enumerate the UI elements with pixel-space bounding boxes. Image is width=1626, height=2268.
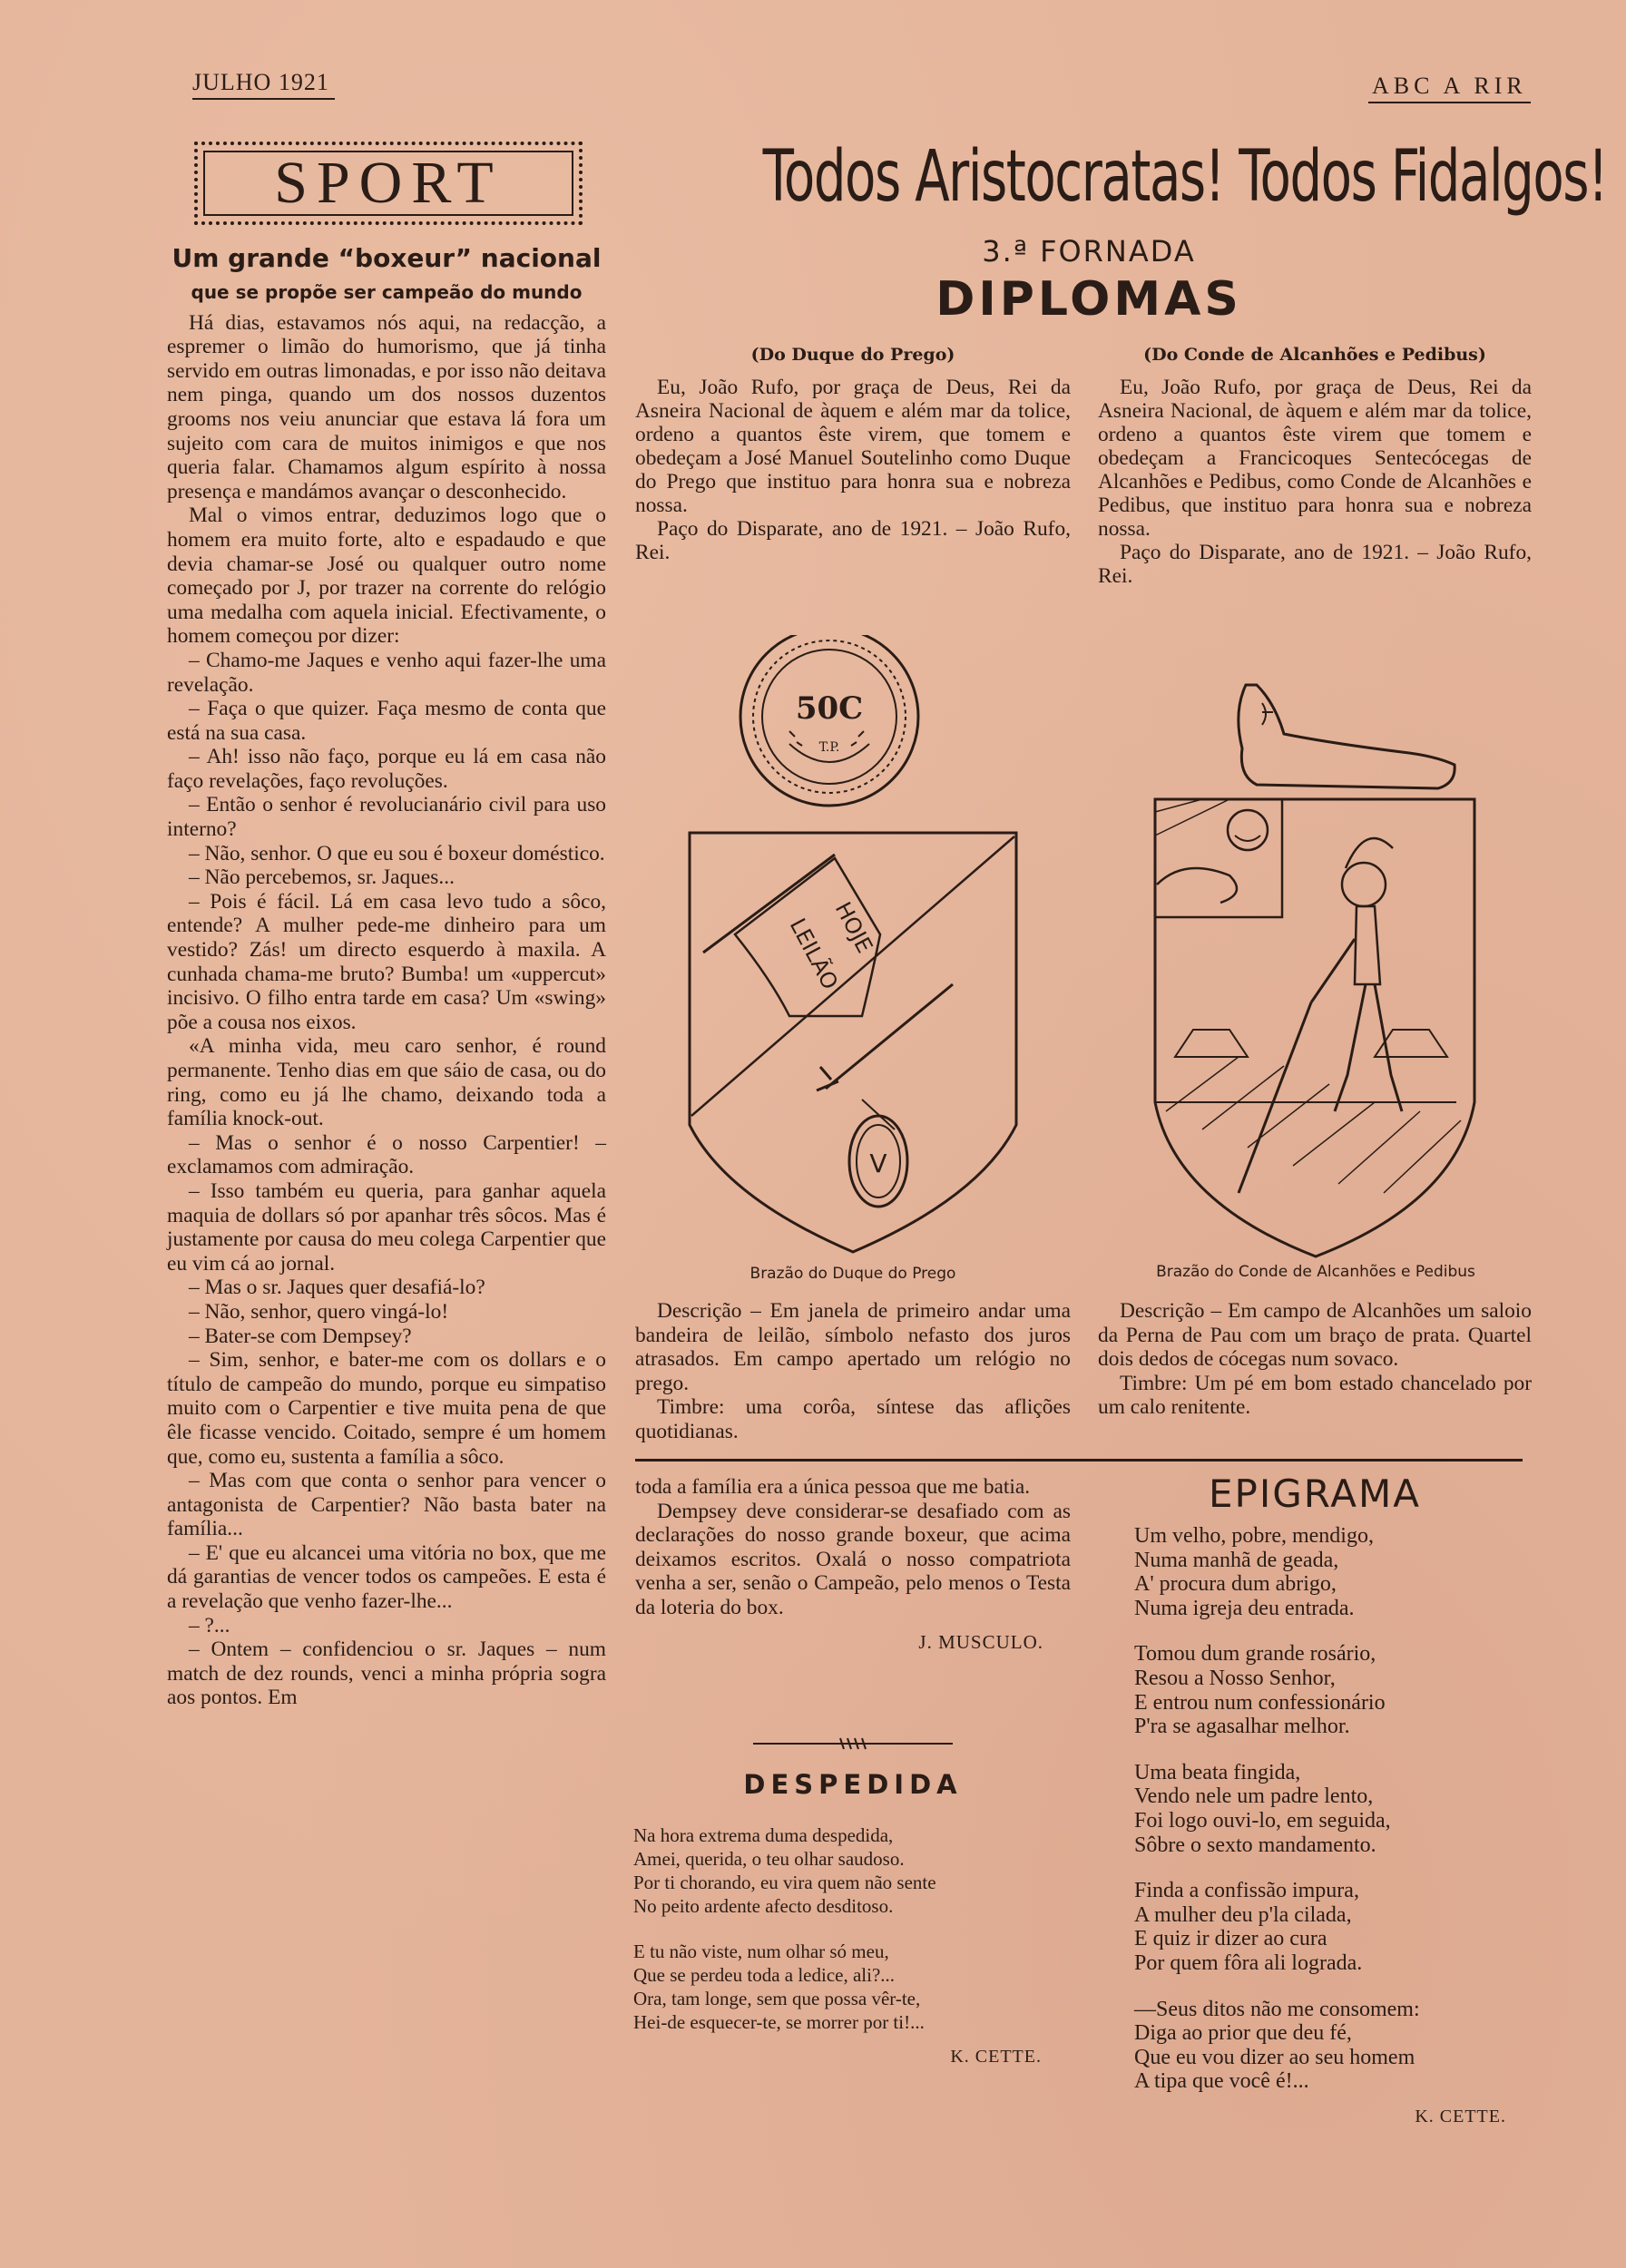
poem-line: A tipa que você é!...	[1134, 2069, 1309, 2094]
poem-line: Finda a confissão impura,	[1134, 1879, 1359, 1903]
article-signature: J. MUSCULO.	[918, 1631, 1043, 1653]
fornada-label: 3.ª FORNADA	[982, 234, 1196, 269]
poem-line: Numa manhã de geada,	[1134, 1548, 1339, 1572]
walking-stick	[1239, 1002, 1311, 1193]
tickling-hand	[1157, 868, 1237, 903]
silver-arm	[1311, 939, 1355, 1002]
diploma-conde-alcanhoes	[1098, 343, 1532, 588]
poem-line: Uma beata fingida,	[1134, 1760, 1301, 1784]
article-paragraph: – Faça o que quizer. Faça mesmo de conta que está na sua casa.	[167, 697, 606, 745]
poem-line: Tomou dum grande rosário,	[1134, 1642, 1376, 1667]
publication-name: ABC A RIR	[1368, 73, 1531, 103]
saloio-head	[1342, 863, 1386, 906]
arms-description: Descrição – Em campo de Alcanhões um saloio da Perna de Pau com um braço de prata. Quartel dois dedos de cócegas num sovaco.	[1098, 1299, 1532, 1371]
poem-line: E quiz ir dizer ao cura	[1134, 1927, 1327, 1951]
poem-line: Por ti chorando, eu vira quem não sente	[633, 1872, 936, 1893]
article-paragraph: – ?...	[189, 1613, 230, 1637]
diplomas-title: DIPLOMAS	[935, 272, 1242, 327]
diploma-duque-do-prego	[635, 343, 1071, 564]
poem-line: No peito ardente afecto desditoso.	[633, 1895, 894, 1917]
sport-subheadline: que se propõe ser campeão do mundo	[191, 280, 583, 303]
diploma-closing: Paço do Disparate, ano de 1921. – João Rufo, Rei.	[1098, 541, 1532, 588]
foot-crest	[1239, 685, 1455, 788]
arms-description-right	[1098, 1299, 1532, 1420]
article-paragraph: – Chamo-me Jaques e venho aqui fazer-lhe uma revelação.	[167, 648, 606, 697]
poem-line: E tu não viste, num olhar só meu,	[633, 1941, 889, 1962]
sword-blade	[826, 984, 953, 1089]
epigrama-poem	[1134, 1524, 1533, 2128]
sport-section-title-box	[194, 142, 583, 225]
arms-description: Descrição – Em janela de primeiro andar uma bandeira de leilão, símbolo nefasto dos juros atrasados. Em campo apertado um relógio no prego.	[635, 1299, 1071, 1395]
arms-timbre: Timbre: uma corôa, síntese das aflições quotidianas.	[635, 1395, 1071, 1443]
coat-of-arms-conde-alcanhoes	[1148, 676, 1511, 1266]
saloio-body	[1355, 906, 1380, 984]
wooden-leg	[1335, 984, 1366, 1111]
arms-caption: Brazão do Conde de Alcanhões e Pedibus	[1156, 1263, 1475, 1281]
poem-line: Na hora extrema duma despedida,	[633, 1824, 894, 1846]
despedida-title: DESPEDIDA	[743, 1769, 963, 1800]
poem-signature: K. CETTE.	[950, 2047, 1042, 2067]
sport-headline: Um grande “boxeur” nacional	[171, 243, 602, 273]
poem-line: Ora, tam longe, sem que possa vêr-te,	[633, 1988, 921, 2009]
poem-line: E entrou num confessionário	[1134, 1690, 1386, 1715]
sport-section-title: SPORT	[274, 150, 503, 216]
poem-signature: K. CETTE.	[1415, 2106, 1506, 2126]
sport-article	[167, 243, 606, 1710]
diploma-subtitle: (Do Duque do Prego)	[750, 345, 955, 365]
grinning-face	[1228, 810, 1268, 850]
article-paragraph: – Ah! isso não faço, porque eu lá em casa não faço revelações, faço revoluções.	[167, 745, 606, 793]
watch-letter: V	[869, 1149, 887, 1178]
article-paragraph: Dempsey deve considerar-se desafiado com as declarações do nosso grande boxeur, que acima deixamos escritos. Oxalá o nosso compatriota venha a ser, senão o Campeão, pelo menos o Testa da loteria do box.	[635, 1499, 1071, 1619]
shield-outline	[690, 833, 1016, 1252]
article-paragraph: – Mas o sr. Jaques quer desafiá-lo?	[189, 1276, 485, 1300]
diploma-text: Eu, João Rufo, por graça de Deus, Rei da Asneira Nacional, de àquem e além mar da tolice, ordeno a quantos êste virem que tomem e obedeçam a Francicoques Sentecócegas de Alcanhões e Pedibus, como Conde de Alcanhões e Pedibus, que instituo para honra sua e nobreza nossa.	[1098, 376, 1532, 541]
poem-line: Por quem fôra ali lograda.	[1134, 1950, 1363, 1975]
coat-of-arms-duque-do-prego	[681, 635, 1025, 1261]
poem-line: Foi logo ouvi-lo, em seguida,	[1134, 1808, 1391, 1833]
sport-article-continuation	[635, 1475, 1071, 1655]
poem-line: —Seus ditos não me consomem:	[1134, 1997, 1420, 2021]
epigrama-title: EPIGRAMA	[1209, 1471, 1421, 1516]
article-paragraph: – E' que eu alcancei uma vitória no box, que me dá garantias de vencer todos os campeões. E esta é a revelação que venho fazer-lhe...	[167, 1540, 606, 1614]
article-paragraph: «A minha vida, meu caro senhor, é round permanente. Tenho dias em que sáio de casa, ou do ring, como eu já lhe chamo, deixando toda a família knock-out.	[167, 1034, 606, 1131]
diploma-closing: Paço do Disparate, ano de 1921. – João Rufo, Rei.	[635, 517, 1071, 564]
poem-line: Sôbre o sexto mandamento.	[1134, 1833, 1376, 1857]
shield-diagonal	[691, 836, 1014, 1116]
poem-line: A' procura dum abrigo,	[1134, 1572, 1337, 1597]
ornamental-divider	[753, 1735, 953, 1753]
article-paragraph: Há dias, estavamos nós aqui, na redacção, a espremer o limão do humorismo, que já tinha servido em outras limonadas, e por isso não deitava nem pinga, quando um dos nossos duzentos grooms nos veiu anunciar que estava lá fora um sujeito com cara de muitos inimigos e que nos queria falar. Chamamos algum espírito à nossa presença e mandámos avançar o desconhecido.	[167, 310, 606, 503]
issue-date: JULHO 1921	[192, 69, 335, 100]
article-paragraph: – Ontem – confidenciou o sr. Jaques – num match de dez rounds, venci a minha própria sogra aos pontos. Em	[167, 1637, 606, 1710]
article-paragraph: – Bater-se com Dempsey?	[189, 1324, 412, 1348]
despedida-poem	[633, 1823, 1069, 2068]
article-paragraph: – Mas com que conta o senhor para vencer o antagonista de Carpentier? Não basta bater na família...	[167, 1469, 606, 1541]
section-divider-rule	[635, 1459, 1523, 1461]
diploma-subtitle: (Do Conde de Alcanhões e Pedibus)	[1143, 345, 1486, 365]
flag-text-hoje: HOJE	[829, 897, 878, 958]
poem-line: Vendo nele um padre lento,	[1134, 1784, 1374, 1809]
article-paragraph: – Então o senhor é revolucianário civil para uso interno?	[167, 793, 606, 842]
poem-line: A mulher deu p'la cilada,	[1134, 1902, 1352, 1927]
poem-line: Hei-de esquecer-te, se morrer por ti!...	[633, 2011, 925, 2033]
coin-value: 50C	[795, 690, 864, 727]
coin-subtext: T.P.	[818, 740, 840, 755]
article-paragraph: – Sim, senhor, e bater-me com os dollars e o título de campeão do mundo, porque eu simpatiso muito com o Carpentier e tive muita pena de que êle ficasse vencido. Coitado, sempre é um homem que, como eu, sustenta a família a sôco.	[167, 1348, 606, 1469]
arms-caption: Brazão do Duque do Prego	[749, 1265, 956, 1283]
poem-line: Numa igreja deu entrada.	[1134, 1596, 1355, 1620]
article-paragraph: – Mas o senhor é o nosso Carpentier! – exclamamos com admiração.	[167, 1130, 606, 1179]
poem-line: Que se perdeu toda a ledice, ali?...	[633, 1964, 896, 1986]
article-paragraph: Mal o vimos entrar, deduzimos logo que o homem era muito forte, alto e espadaudo e que devia chamar-se José ou qualquer outro nome começado por J, por trazer na corrente do relógio uma medalha com aquela inicial. Efectivamente, o homem começou por dizer:	[167, 503, 606, 649]
poem-line: Que eu vou dizer ao seu homem	[1134, 2045, 1415, 2069]
article-paragraph: – Não, senhor. O que eu sou é boxeur doméstico.	[189, 841, 605, 865]
village-houses	[1175, 1030, 1248, 1057]
flag-text-leilao: LEILÃO	[784, 914, 844, 994]
poem-line: Diga ao prior que deu fé,	[1134, 2021, 1352, 2046]
article-paragraph: – Isso também eu queria, para ganhar aquela maquia de dollars só por apanhar três sôcos. Mas é justamente por causa do meu colega Carpentier que eu vim cá ao jornal.	[167, 1178, 606, 1276]
poem-line: P'ra se agasalhar melhor.	[1134, 1715, 1350, 1739]
article-paragraph: – Não percebemos, sr. Jaques...	[189, 865, 455, 890]
poem-line: Amei, querida, o teu olhar saudoso.	[633, 1848, 905, 1870]
poem-line: Um velho, pobre, mendigo,	[1134, 1524, 1374, 1548]
article-paragraph: – Não, senhor, quero vingá-lo!	[189, 1299, 449, 1324]
article-paragraph: – Pois é fácil. Lá em casa levo tudo a sôco, entende? A mulher pede-me dinheiro para um vestido? Zás! um directo esquerdo à maxila. A cunhada chama-me bruto? Bumba! um «uppercut» incisivo. O filho entra tarde em casa? Um «swing» põe a cousa nos eixos.	[167, 889, 606, 1034]
arms-timbre: Timbre: Um pé em bom estado chancelado por um calo renitente.	[1098, 1371, 1532, 1419]
diploma-text: Eu, João Rufo, por graça de Deus, Rei da Asneira Nacional de àquem e além mar da tolice, ordeno a quantos êste virem, que tomem e obedeçam a José Manuel Soutelinho como Duque do Prego que instituo para honra sua e nobreza nossa.	[635, 376, 1071, 517]
main-headline: Todos Aristocratas! Todos Fidalgos!	[762, 136, 1608, 218]
poem-line: Resou a Nosso Senhor,	[1134, 1666, 1336, 1690]
article-paragraph: toda a família era a única pessoa que me batia.	[635, 1475, 1031, 1499]
arms-description-left	[635, 1299, 1071, 1443]
